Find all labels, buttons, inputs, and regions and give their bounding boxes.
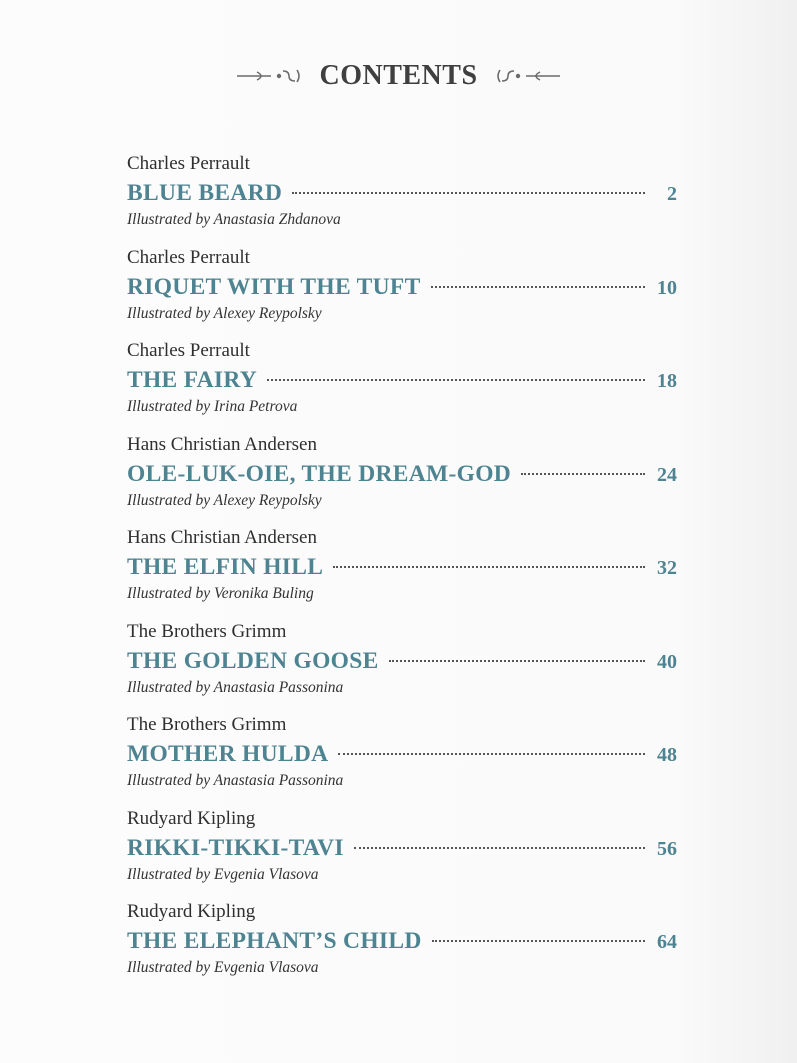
right-ornament-icon [492, 68, 562, 84]
dot-leader [389, 660, 645, 662]
dot-leader [431, 286, 645, 288]
story-title[interactable]: THE GOLDEN GOOSE [127, 647, 379, 674]
toc-line[interactable] [127, 832, 677, 864]
page-number: 64 [657, 931, 677, 953]
illustrator-credit: Illustrated by Anastasia Passonina [127, 678, 344, 696]
illustrator-credit: Illustrated by Irina Petrova [127, 398, 298, 415]
toc-line[interactable] [127, 458, 677, 490]
illustrator-credit: Illustrated by Alexey Reypolsky [127, 304, 322, 322]
dot-leader [267, 379, 645, 381]
story-title[interactable]: THE FAIRY [127, 367, 258, 393]
page-number: 2 [667, 183, 677, 205]
dot-leader [292, 192, 645, 194]
story-title[interactable]: OLE-LUK-OIE, THE DREAM-GOD [127, 460, 512, 487]
contents-header [0, 58, 797, 94]
author-name: Hans Christian Andersen [127, 527, 317, 548]
toc-entry[interactable] [127, 337, 677, 431]
toc-line[interactable] [127, 177, 677, 209]
page-title: CONTENTS [319, 60, 478, 91]
dot-leader [354, 847, 645, 849]
page-number: 32 [657, 557, 677, 579]
story-title[interactable]: BLUE BEARD [127, 180, 283, 206]
story-title[interactable]: RIQUET WITH THE TUFT [127, 273, 421, 300]
page-number: 10 [657, 276, 677, 299]
author-name: The Brothers Grimm [127, 714, 287, 735]
toc-entry[interactable] [127, 618, 677, 712]
story-title[interactable]: MOTHER HULDA [127, 741, 329, 767]
story-title[interactable]: THE ELFIN HILL [127, 554, 324, 580]
dot-leader [338, 753, 645, 755]
author-name: Rudyard Kipling [127, 807, 256, 829]
author-name: Charles Perrault [127, 153, 250, 174]
author-name: Hans Christian Andersen [127, 433, 317, 455]
illustrator-credit: Illustrated by Anastasia Zhdanova [127, 211, 341, 228]
toc-line[interactable] [127, 271, 677, 303]
toc-line[interactable] [127, 551, 677, 583]
toc-entry[interactable] [127, 898, 677, 992]
author-name: Rudyard Kipling [127, 901, 256, 922]
toc-entry[interactable] [127, 711, 677, 805]
author-name: Charles Perrault [127, 340, 250, 361]
story-title[interactable]: RIKKI-TIKKI-TAVI [127, 834, 344, 861]
author-name: Charles Perrault [127, 246, 250, 268]
page-number: 24 [657, 463, 677, 486]
dot-leader [432, 940, 645, 942]
page-number: 56 [657, 837, 677, 860]
toc-entry[interactable] [127, 150, 677, 244]
toc-entry[interactable] [127, 244, 677, 338]
toc-line[interactable] [127, 738, 677, 770]
toc-line[interactable] [127, 364, 677, 396]
toc-line[interactable] [127, 925, 677, 957]
illustrator-credit: Illustrated by Evgenia Vlasova [127, 959, 319, 976]
left-ornament-icon [235, 68, 305, 84]
story-title[interactable]: THE ELEPHANT’S CHILD [127, 928, 422, 954]
page-number: 40 [657, 650, 677, 673]
author-name: The Brothers Grimm [127, 620, 287, 642]
illustrator-credit: Illustrated by Alexey Reypolsky [127, 491, 322, 509]
page-number: 18 [657, 370, 677, 392]
table-of-contents [127, 150, 677, 992]
page-number: 48 [657, 744, 677, 766]
illustrator-credit: Illustrated by Anastasia Passonina [127, 772, 344, 789]
toc-entry[interactable] [127, 431, 677, 525]
toc-entry[interactable] [127, 524, 677, 618]
toc-entry[interactable] [127, 805, 677, 899]
illustrator-credit: Illustrated by Veronika Buling [127, 585, 314, 602]
toc-line[interactable] [127, 645, 677, 677]
illustrator-credit: Illustrated by Evgenia Vlasova [127, 865, 319, 883]
dot-leader [521, 473, 645, 475]
dot-leader [333, 566, 645, 568]
